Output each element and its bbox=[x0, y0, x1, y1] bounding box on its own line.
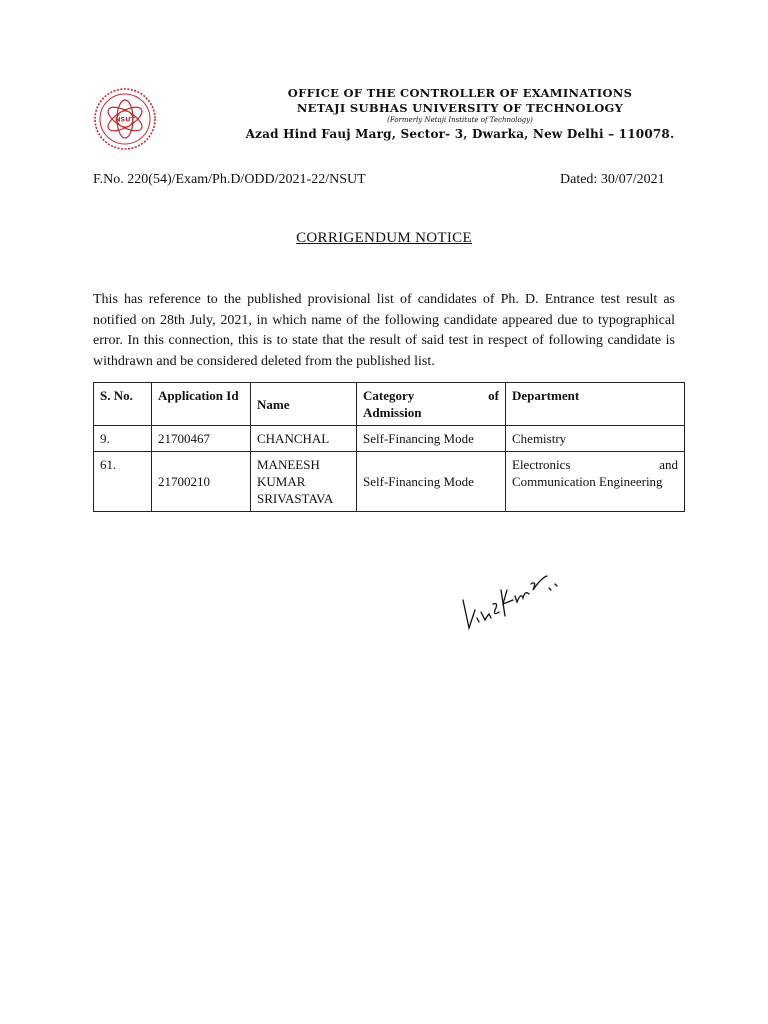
cell-category: Self-Financing Mode bbox=[357, 426, 506, 452]
cell-application-id: 21700210 bbox=[152, 452, 251, 512]
cell-department: Chemistry bbox=[506, 426, 685, 452]
candidates-table bbox=[93, 382, 685, 512]
header-category bbox=[357, 383, 506, 426]
header-name: Name bbox=[251, 383, 357, 426]
logo-text: NSUT bbox=[115, 115, 135, 124]
header-category-admission: Admission bbox=[363, 405, 422, 420]
university-heading: NETAJI SUBHAS UNIVERSITY OF TECHNOLOGY bbox=[296, 101, 624, 115]
cell-name: CHANCHAL bbox=[251, 426, 357, 452]
header-application-id: Application Id bbox=[152, 383, 251, 426]
header-category-of: of bbox=[488, 388, 499, 403]
dated-text: Dated: 30/07/2021 bbox=[560, 172, 665, 187]
cell-application-id: 21700467 bbox=[152, 426, 251, 452]
cell-sno: 61. bbox=[94, 452, 152, 512]
signature bbox=[455, 570, 565, 640]
cell-category: Self-Financing Mode bbox=[357, 452, 506, 512]
notice-title: CORRIGENDUM NOTICE bbox=[296, 230, 472, 246]
cell-name: MANEESH KUMAR SRIVASTAVA bbox=[251, 452, 357, 512]
cell-department-word2: Communication Engineering bbox=[512, 474, 663, 489]
header-sno: S. No. bbox=[94, 383, 152, 426]
former-name: (Formerly Netaji Institute of Technology) bbox=[387, 116, 533, 124]
cell-department bbox=[506, 452, 685, 512]
file-number: F.No. 220(54)/Exam/Ph.D/ODD/2021-22/NSUT bbox=[93, 172, 366, 187]
table-row bbox=[94, 452, 685, 512]
office-heading: OFFICE OF THE CONTROLLER OF EXAMINATIONS bbox=[287, 86, 633, 100]
header-department: Department bbox=[506, 383, 685, 426]
header-category-word: Category bbox=[363, 388, 415, 403]
cell-sno: 9. bbox=[94, 426, 152, 452]
nsut-logo bbox=[93, 87, 157, 151]
table-row bbox=[94, 426, 685, 452]
cell-department-and: and bbox=[659, 457, 678, 472]
cell-department-word1: Electronics bbox=[512, 457, 571, 472]
notice-body: This has reference to the published provisional list of candidates of Ph. D. Entrance test result as notified on 28th July, 2021, in which name of the following candidate appeared due to typographical error. In this connection, this is to state that the result of said test in respect of following candidate is withdrawn and be considered deleted from the published list. bbox=[93, 292, 675, 369]
table-header-row bbox=[94, 383, 685, 426]
address-line: Azad Hind Fauj Marg, Sector- 3, Dwarka, New Delhi – 110078. bbox=[245, 127, 675, 141]
